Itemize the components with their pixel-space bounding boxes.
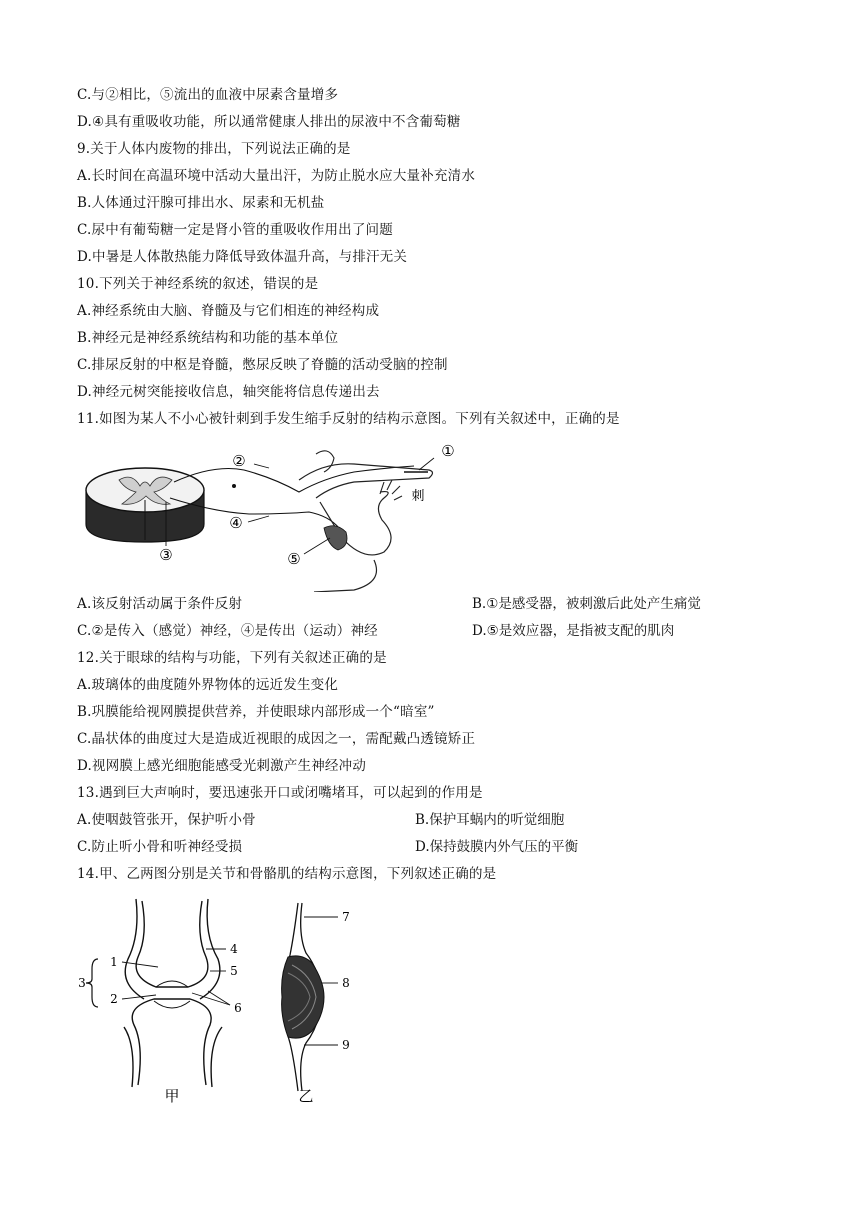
q10-option-a: A.神经系统由大脑、脊髓及与它们相连的神经构成: [77, 303, 380, 319]
q13-stem: 13.遇到巨大声响时，要迅速张开口或闭嘴堵耳，可以起到的作用是: [77, 785, 483, 801]
spinal-cord-section: [86, 468, 204, 542]
joint-label-5: 5: [230, 964, 238, 978]
reflex-label-2: ②: [232, 452, 246, 470]
q8-option-d: D.④具有重吸收功能，所以通常健康人排出的尿液中不含葡萄糖: [77, 114, 461, 130]
q12-stem: 12.关于眼球的结构与功能，下列有关叙述正确的是: [77, 650, 387, 666]
joint-label-4: 4: [230, 942, 238, 956]
q11-option-d: D.⑤是效应器，是指被支配的肌肉: [472, 623, 675, 639]
arm-illustration: [299, 451, 433, 592]
reflex-label-4: ④: [229, 514, 243, 532]
q10-option-d: D.神经元树突能接收信息，轴突能将信息传递出去: [77, 384, 380, 400]
joint-label-2: 2: [110, 992, 118, 1006]
q14-stem: 14.甲、乙两图分别是关节和骨骼肌的结构示意图，下列叙述正确的是: [77, 866, 497, 882]
q13-option-d: D.保持鼓膜内外气压的平衡: [415, 839, 579, 855]
q11-stem: 11.如图为某人不小心被针刺到手发生缩手反射的结构示意图。下列有关叙述中，正确的是: [77, 411, 620, 427]
reflex-label-5: ⑤: [287, 550, 301, 568]
reflex-label-3: ③: [159, 546, 173, 564]
q10-stem: 10.下列关于神经系统的叙述，错误的是: [77, 276, 319, 292]
q10-option-b: B.神经元是神经系统结构和功能的基本单位: [77, 330, 339, 346]
q9-option-a: A.长时间在高温环境中活动大量出汗，为防止脱水应大量补充清水: [77, 168, 476, 184]
figure-jia-caption: 甲: [164, 1087, 180, 1105]
q12-option-d: D.视网膜上感光细胞能感受光刺激产生神经冲动: [77, 758, 367, 774]
muscle-label-9: 9: [342, 1038, 350, 1052]
q11-option-a: A.该反射活动属于条件反射: [77, 596, 243, 612]
reflex-needle-label: 刺: [411, 489, 425, 504]
q12-option-c: C.晶状体的曲度过大是造成近视眼的成因之一，需配戴凸透镜矫正: [77, 731, 476, 747]
muscle-label-8: 8: [342, 976, 350, 990]
muscle-body: [282, 903, 324, 1091]
reflex-label-1: ①: [441, 442, 455, 460]
q13-option-c: C.防止听小骨和听神经受损: [77, 839, 243, 855]
joint-figure: [76, 895, 266, 1105]
q10-option-c: C.排尿反射的中枢是脊髓，憋尿反映了脊髓的活动受脑的控制: [77, 357, 448, 373]
q9-option-c: C.尿中有葡萄糖一定是肾小管的重吸收作用出了问题: [77, 222, 393, 238]
q9-stem: 9.关于人体内废物的排出，下列说法正确的是: [77, 141, 351, 157]
muscle-label-7: 7: [342, 910, 350, 924]
q13-option-a: A.使咽鼓管张开，保护听小骨: [77, 812, 256, 828]
q12-option-b: B.巩膜能给视网膜提供营养，并使眼球内部形成一个“暗室”: [77, 704, 435, 720]
q11-option-c: C.②是传入（感觉）神经，④是传出（运动）神经: [77, 623, 378, 639]
q13-option-b: B.保护耳蜗内的听觉细胞: [415, 812, 565, 828]
joint-label-6: 6: [234, 1001, 242, 1015]
joint-bones: [124, 899, 222, 1087]
q8-option-c: C.与②相比，⑤流出的血液中尿素含量增多: [77, 87, 339, 103]
reflex-arc-figure: [84, 442, 484, 592]
muscle-figure: [272, 895, 372, 1105]
joint-label-3: 3: [78, 976, 86, 990]
q9-option-b: B.人体通过汗腺可排出水、尿素和无机盐: [77, 195, 325, 211]
q9-option-d: D.中暑是人体散热能力降低导致体温升高，与排汗无关: [77, 249, 408, 265]
figure-yi-caption: 乙: [298, 1087, 314, 1105]
q12-option-a: A.玻璃体的曲度随外界物体的远近发生变化: [77, 677, 339, 693]
q11-option-b: B.①是感受器，被刺激后此处产生痛觉: [472, 596, 701, 612]
joint-label-1: 1: [110, 955, 118, 969]
